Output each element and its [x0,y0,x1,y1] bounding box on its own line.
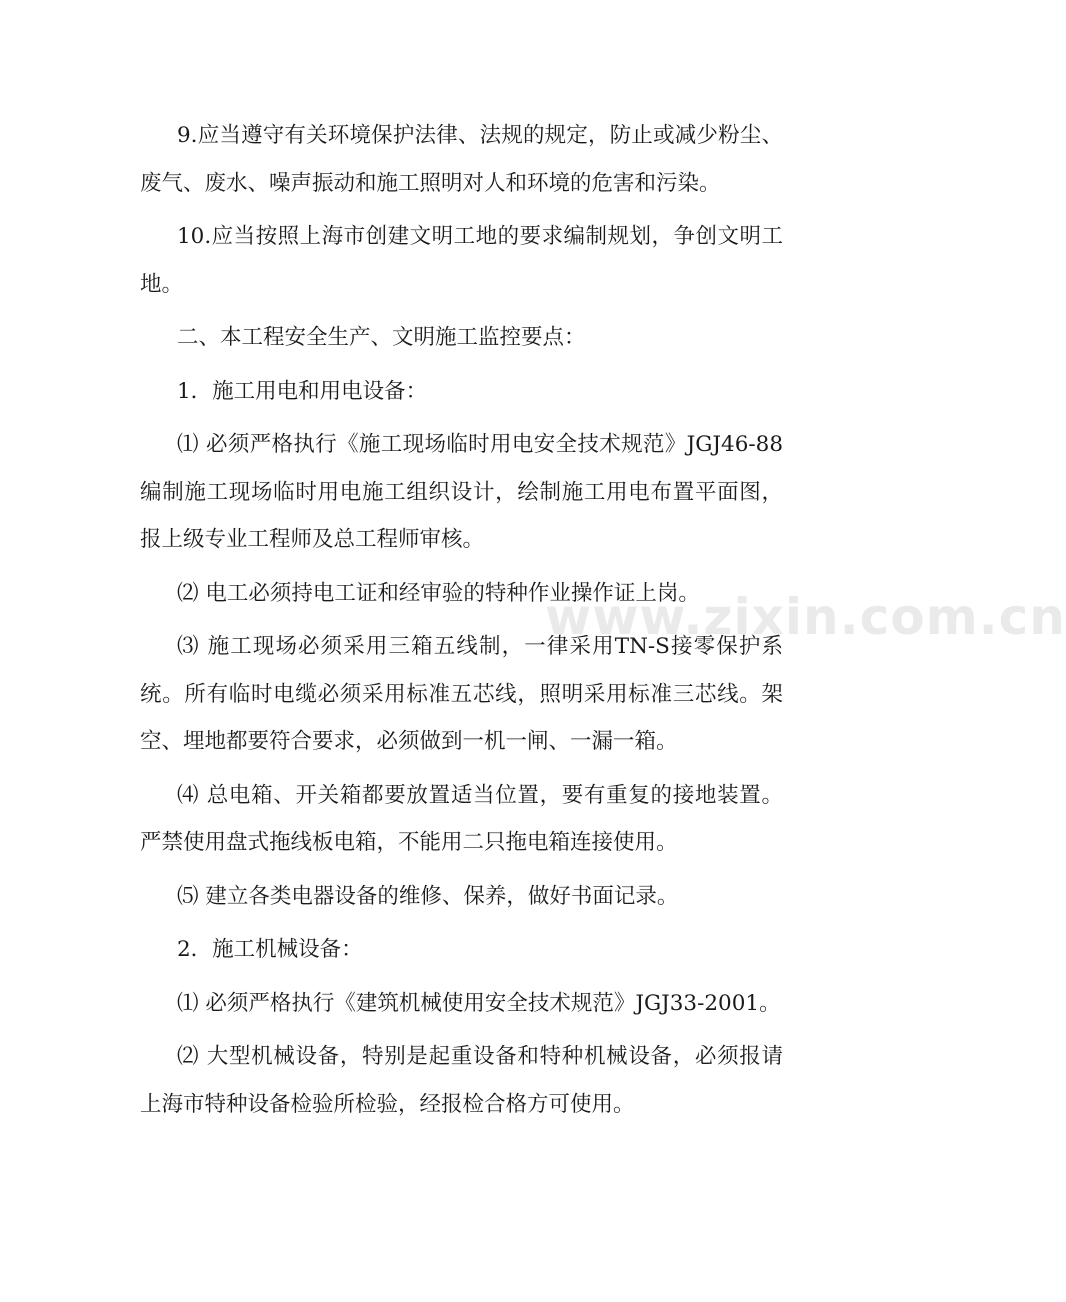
subsection-heading-machinery: 2．施工机械设备： [177,937,363,962]
paragraph-machinery-1: ⑴ 必须严格执行《建筑机械使用安全技术规范》JGJ33-2001。 [177,990,781,1016]
paragraph-item-10: 10.应当按照上海市创建文明工地的要求编制规划，争创文明工地。 [140,224,783,297]
paragraph-power-1: ⑴ 必须严格执行《施工现场临时用电安全技术规范》JGJ46-88编制施工现场临时用电施工组织设计，绘制施工用电布置平面图，报上级专业工程师及总工程师审核。 [140,432,783,552]
paragraph-power-4: ⑷ 总电箱、开关箱都要放置适当位置，要有重复的接地装置。严禁使用盘式拖线板电箱，不能用二只拖电箱连接使用。 [140,782,783,855]
paragraph-machinery-2: ⑵ 大型机械设备，特别是起重设备和特种机械设备，必须报请上海市特种设备检验所检验，经报检合格方可使用。 [140,1044,783,1117]
subsection-heading-power: 1．施工用电和用电设备： [177,378,428,404]
paragraph-item-9: 9.应当遵守有关环境保护法律、法规的规定，防止或减少粉尘、废气、废水、噪声振动和施工照明对人和环境的危害和污染。 [140,123,783,196]
paragraph-power-3: ⑶ 施工现场必须采用三箱五线制，一律采用TN-S接零保护系统。所有临时电缆必须采用标准五芯线，照明采用标准三芯线。架空、埋地都要符合要求，必须做到一机一闸、一漏一箱。 [140,634,783,754]
paragraph-power-2: ⑵ 电工必须持电工证和经审验的特种作业操作证上岗。 [177,580,700,606]
watermark-text: www.zixin.com.cn [545,588,1066,646]
document-page [140,112,783,1134]
paragraph-power-5: ⑸ 建立各类电器设备的维修、保养，做好书面记录。 [177,883,679,909]
section-heading-2: 二、本工程安全生产、文明施工监控要点： [177,325,586,350]
